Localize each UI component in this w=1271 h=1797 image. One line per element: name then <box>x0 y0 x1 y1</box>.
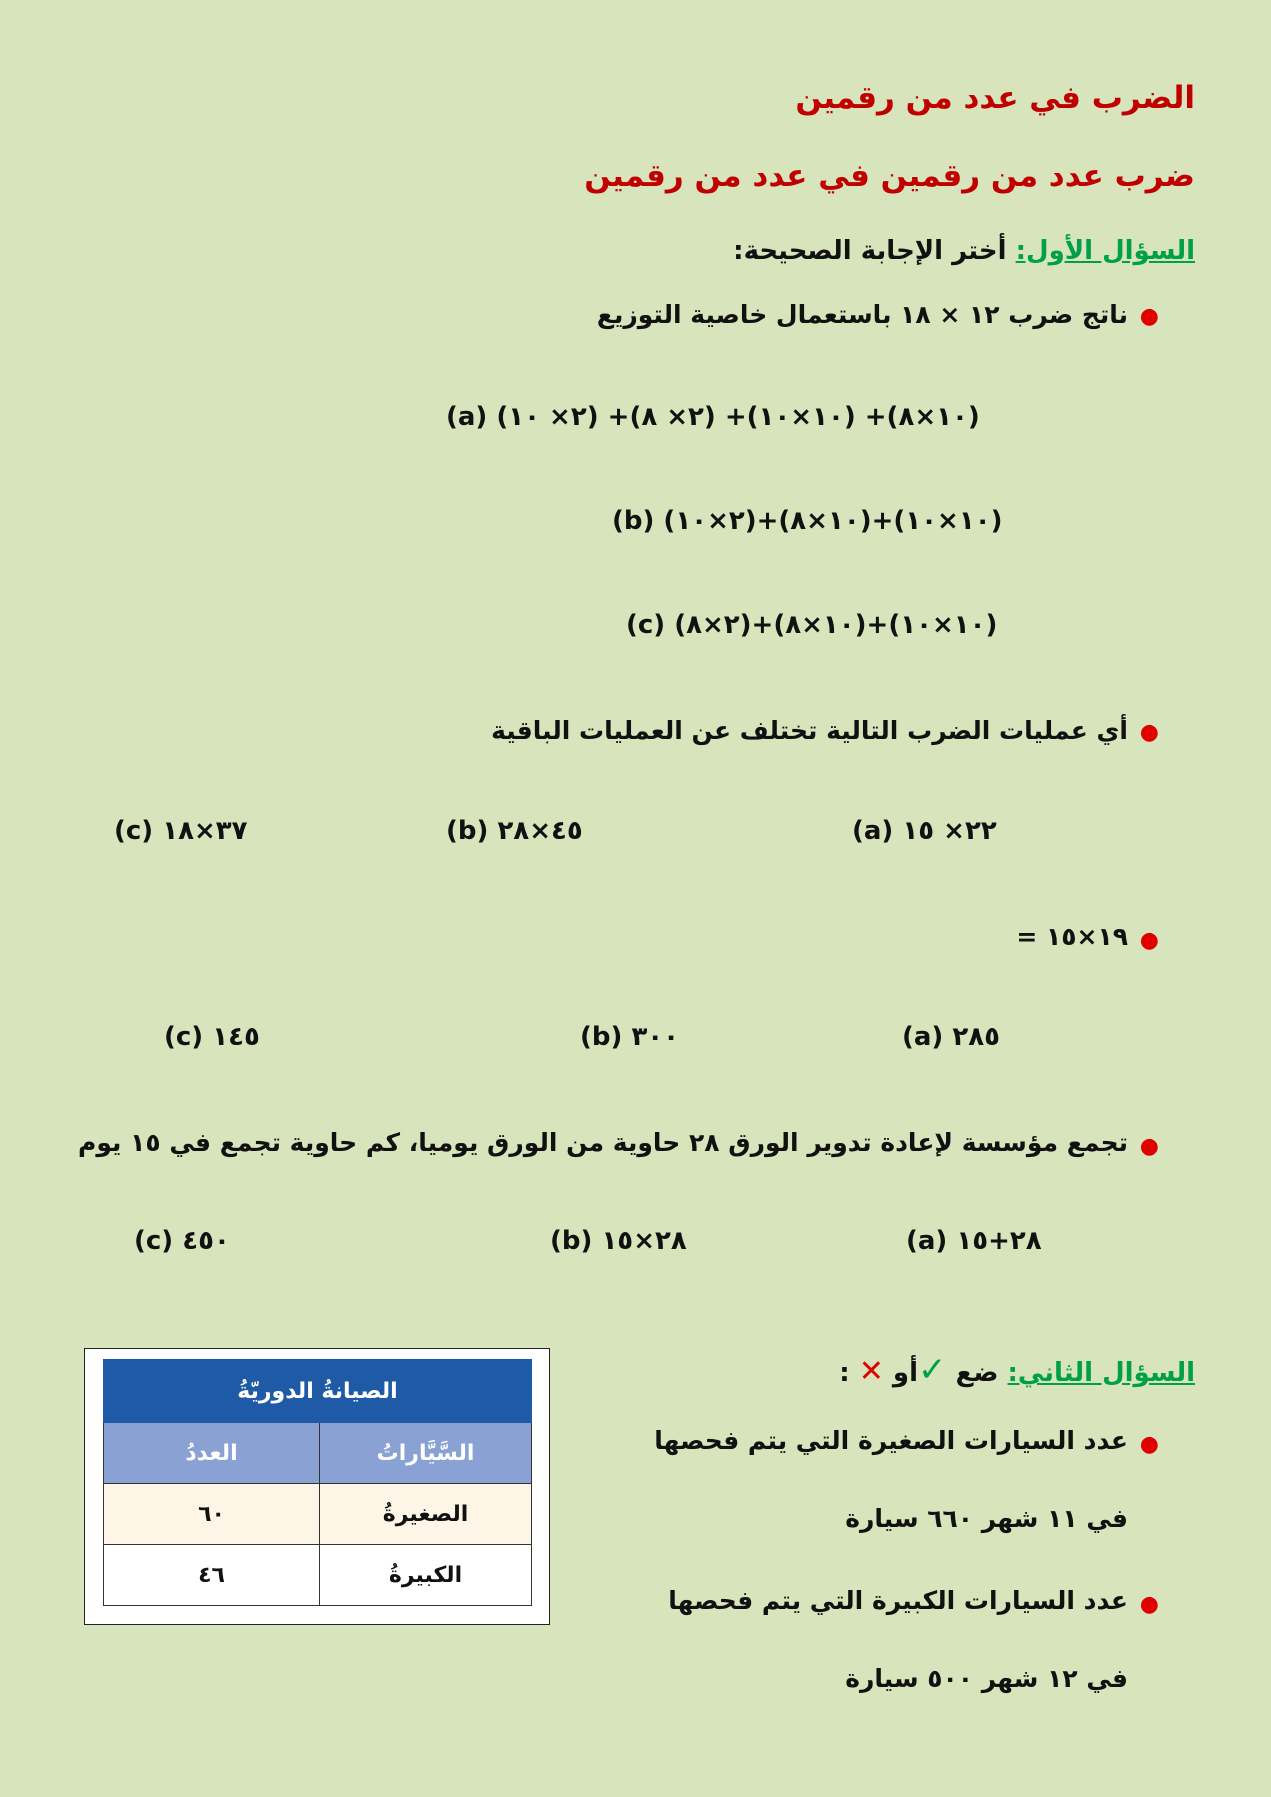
subtitle: ضرب عدد من رقمين في عدد من رقمين <box>584 158 1195 194</box>
bullet-icon: ● <box>1139 304 1159 329</box>
statement-1-line-1: عدد السيارات الصغيرة التي يتم فحصها <box>654 1426 1128 1455</box>
cross-mark-icon: ✕ <box>858 1354 884 1389</box>
question-item-2: أي عمليات الضرب التالية تختلف عن العمليات الباقية <box>491 716 1128 745</box>
option-3b: (b) ٣٠٠ <box>580 1022 680 1052</box>
table-cell: الكبيرةُ <box>320 1545 532 1606</box>
question-item-1: ناتج ضرب ١٢ × ١٨ باستعمال خاصية التوزيع <box>596 300 1128 329</box>
option-3c: (c) ١٤٥ <box>164 1022 260 1052</box>
maintenance-table-image <box>84 1348 550 1625</box>
bullet-icon: ● <box>1139 1134 1159 1159</box>
check-mark-icon: ✓ <box>918 1350 947 1390</box>
table-cell: ٦٠ <box>104 1484 320 1545</box>
colon-text: : <box>839 1358 850 1388</box>
question-1-header <box>733 236 1195 266</box>
option-1b: (b) (٢×١٠)+(١٠×٨)+(١٠×١٠) <box>612 506 1003 536</box>
table-cell: الصغيرةُ <box>320 1484 532 1545</box>
question-2-header <box>839 1350 1195 1390</box>
question-2-instruction: ضع <box>955 1358 999 1388</box>
statement-2-line-1: عدد السيارات الكبيرة التي يتم فحصها <box>668 1586 1128 1615</box>
table-header-count: العددُ <box>104 1423 320 1484</box>
question-2-label: السؤال الثاني: <box>1007 1358 1195 1388</box>
table-cell: ٤٦ <box>104 1545 320 1606</box>
option-2c: (c) ٣٧×١٨ <box>114 816 248 846</box>
or-text: أو <box>892 1358 918 1388</box>
table-row <box>104 1545 532 1606</box>
question-1-instruction: أختر الإجابة الصحيحة: <box>733 236 1007 266</box>
main-title: الضرب في عدد من رقمين <box>795 80 1195 116</box>
bullet-icon: ● <box>1139 1432 1159 1457</box>
option-2b: (b) ٤٥×٢٨ <box>446 816 583 846</box>
option-2a: (a) ٢٢× ١٥ <box>852 816 997 846</box>
question-item-4: تجمع مؤسسة لإعادة تدوير الورق ٢٨ حاوية من الورق يوميا، كم حاوية تجمع في ١٥ يوم <box>78 1128 1128 1157</box>
maintenance-table <box>103 1359 532 1606</box>
bullet-icon: ● <box>1139 928 1159 953</box>
option-1c: (c) (٢×٨)+(١٠×٨)+(١٠×١٠) <box>626 610 998 640</box>
option-3a: (a) ٢٨٥ <box>902 1022 1000 1052</box>
bullet-icon: ● <box>1139 720 1159 745</box>
table-row <box>104 1484 532 1545</box>
question-item-3: ١٩×١٥ = <box>1016 922 1128 951</box>
option-4a: (a) ٢٨+١٥ <box>906 1226 1042 1256</box>
statement-2-line-2: في ١٢ شهر ٥٠٠ سيارة <box>845 1664 1128 1693</box>
question-1-label: السؤال الأول: <box>1015 236 1195 266</box>
option-4b: (b) ٢٨×١٥ <box>550 1226 687 1256</box>
statement-1-line-2: في ١١ شهر ٦٦٠ سيارة <box>845 1504 1128 1533</box>
table-header-cars: السَّيَّاراتُ <box>320 1423 532 1484</box>
option-1a: (a) (٢× ١٠) +(٢× ٨) +(١٠×١٠) +(١٠×٨) <box>446 402 980 432</box>
option-4c: (c) ٤٥٠ <box>134 1226 230 1256</box>
table-title: الصيانةُ الدوريّةُ <box>104 1360 532 1423</box>
bullet-icon: ● <box>1139 1592 1159 1617</box>
